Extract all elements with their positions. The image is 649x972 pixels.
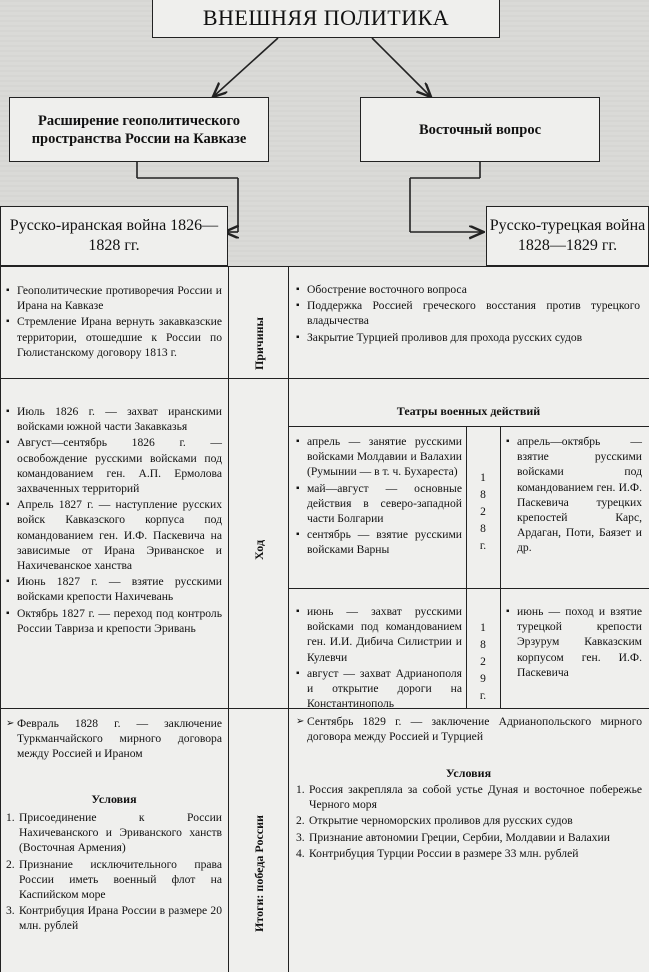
list-item: ▪ Июль 1826 г. — захват иранскими войсками южной части Закавказья: [6, 404, 222, 434]
list-item: 1. Россия закрепляла за собой устье Дуная и восточное побережье Черного моря: [296, 782, 642, 812]
list-item: ▪ Август—сентябрь 1826 г. — освобождение русскими войсками под командованием ген. А.П. Ермолова захваченных территорий: [6, 435, 222, 496]
list-item: ▪ май—август — основные действия в северо-западной части Болгарии: [296, 481, 462, 527]
reasons-right: [296, 282, 640, 346]
theaters-heading: Театры военных действий: [396, 404, 541, 418]
conditions-heading-left: Условия: [91, 792, 137, 806]
list-item: ▪ Закрытие Турцией проливов для прохода русских судов: [296, 330, 640, 345]
list-item: 2. Признание исключительного права России иметь военный флот на Каспийском море: [6, 857, 222, 903]
list-item: ▪ Обострение восточного вопроса: [296, 282, 640, 297]
list-item: ▪ июнь — захват русскими войсками под командованием ген. И.И. Дибича Силистрии и Кулевчи: [296, 604, 462, 665]
list-item: ▪ апрель—октябрь — взятие русскими войсками под командованием ген. И.Ф. Паскевича турецких крепостей Карс, Ардаган, Поти, Баязет и др.: [506, 434, 642, 556]
row-divider-reasons: [0, 378, 649, 379]
list-item: ➢ Февраль 1828 г. — заключение Туркманчайского мирного договора между Россией и Ираном: [6, 716, 222, 762]
branch-caucasus-box: Расширение геополитического пространства России на Кавказе: [9, 97, 269, 162]
year-col-right-1828: [500, 426, 501, 588]
list-item: ▪ апрель — занятие русскими войсками Молдавии и Валахии (Румынии — в т. ч. Бухареста): [296, 434, 462, 480]
list-item: ▪ Апрель 1827 г. — наступление русских войск Кавказского корпуса под командованием ген. И.Ф. Паскевича на зависимые от Ирана Эриванское и Нахичеванское ханства: [6, 497, 222, 573]
side-label-results: Итоги: победа России: [252, 815, 266, 932]
list-item: ▪ Поддержка Россией греческого восстания против турецкого владычества: [296, 298, 640, 328]
list-item: 4. Контрибуция Турции России в размере 33 млн. рублей: [296, 846, 642, 861]
balkan-1829: [296, 604, 462, 712]
caucasus-1829: [506, 604, 642, 681]
list-item: ▪ август — захват Адрианополя и открытие дороги на Константинополь: [296, 666, 462, 712]
side-label-reasons: Причины: [252, 317, 266, 370]
list-item: ▪ Геополитические противоречия России и Ирана на Кавказе: [6, 283, 222, 313]
results-left-treaty: [6, 716, 222, 763]
course-left: [6, 404, 222, 637]
list-item: ▪ Октябрь 1827 г. — переход под контроль России Тавриза и крепости Эривань: [6, 606, 222, 636]
results-left-conditions: [6, 810, 222, 935]
results-right-treaty: [296, 714, 642, 745]
war-russo-turkish-box: Русско-турецкая война 1828—1829 гг.: [486, 206, 649, 266]
list-item: ▪ Июнь 1827 г. — взятие русскими войсками крепости Нахичевань: [6, 574, 222, 604]
conditions-heading-right: Условия: [445, 766, 492, 780]
year-1829-label: 1 8 2 9 г.: [479, 622, 487, 702]
list-item: 1. Присоединение к России Нахичеванского и Эриванского ханств (Восточная Армения): [6, 810, 222, 856]
reasons-left: [6, 283, 222, 361]
year-col-left-1828: [466, 426, 467, 588]
caucasus-1828: [506, 434, 642, 557]
war-russo-persian-box: Русско-иранская война 1826—1828 гг.: [0, 206, 228, 266]
list-item: 3. Признание автономии Греции, Сербии, Молдавии и Валахии: [296, 830, 642, 845]
column-divider-right: [288, 266, 289, 972]
results-right-conditions: [296, 782, 642, 862]
year-col-right-1829: [500, 588, 501, 708]
row-divider-1828-1829: [288, 588, 649, 589]
branch-eastern-question-box: Восточный вопрос: [360, 97, 600, 162]
balkan-1828: [296, 434, 462, 559]
page-title: ВНЕШНЯЯ ПОЛИТИКА: [152, 0, 500, 38]
list-item: ▪ Стремление Ирана вернуть закавказские территории, отошедшие к России по Гюлистанскому договору 1813 г.: [6, 314, 222, 360]
side-label-course: Ход: [252, 539, 266, 560]
list-item: ➢ Сентябрь 1829 г. — заключение Адрианопольского мирного договора между Россией и Турцией: [296, 714, 642, 744]
list-item: 3. Контрибуция Ирана России в размере 20 млн. рублей: [6, 903, 222, 933]
list-item: ▪ сентябрь — взятие русскими войсками Варны: [296, 527, 462, 557]
list-item: 2. Открытие черноморских проливов для русских судов: [296, 813, 642, 828]
theaters-top-line: [288, 426, 649, 427]
year-col-left-1829: [466, 588, 467, 708]
list-item: ▪ июнь — поход и взятие турецкой крепости Эрзурум Кавказским корпусом ген. И.Ф. Паскевича: [506, 604, 642, 680]
column-divider-left: [228, 266, 229, 972]
year-1828-label: 1 8 2 8 г.: [479, 472, 487, 552]
